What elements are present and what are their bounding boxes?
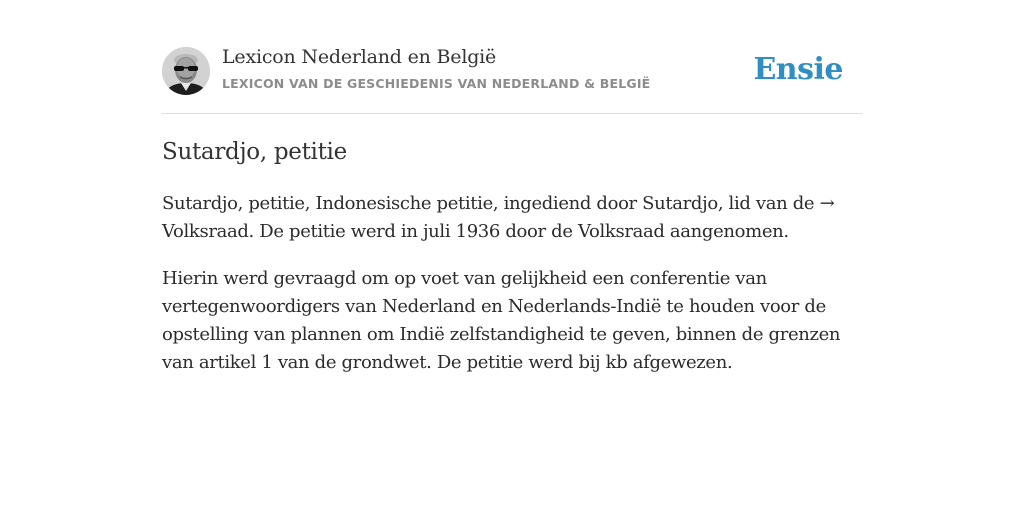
volksraad-link-text: Volksraad	[162, 221, 249, 242]
article-paragraph-1	[162, 190, 862, 246]
paragraph-1-text-after: . De petitie werd in juli 1936 door de Volksraad aangenomen.	[248, 221, 789, 242]
arrow-right-icon: →	[819, 193, 835, 214]
site-title[interactable]: Lexicon Nederland en België	[222, 46, 497, 68]
article-title: Sutardjo, petitie	[162, 139, 347, 165]
person-portrait-icon	[162, 47, 210, 95]
author-avatar[interactable]	[162, 47, 210, 95]
lexicon-header	[162, 44, 862, 114]
paragraph-1-text-before: Sutardjo, petitie, Indonesische petitie, ingediend door Sutardjo, lid van de	[162, 193, 820, 214]
ensie-logo-link[interactable]: Ensie	[753, 52, 843, 87]
article-content	[162, 136, 862, 377]
site-subtitle: LEXICON VAN DE GESCHIEDENIS VAN NEDERLAND & BELGIË	[222, 76, 651, 91]
article-paragraph-2: Hierin werd gevraagd om op voet van gelijkheid een conferentie van vertegenwoordigers van Nederland en Nederlands-Indië te houden voor de opstelling van plannen om Indië zelfstandigheid te geven, binnen de grenzen van artikel 1 van de grondwet. De petitie werd bij kb afgewezen.	[162, 268, 841, 373]
